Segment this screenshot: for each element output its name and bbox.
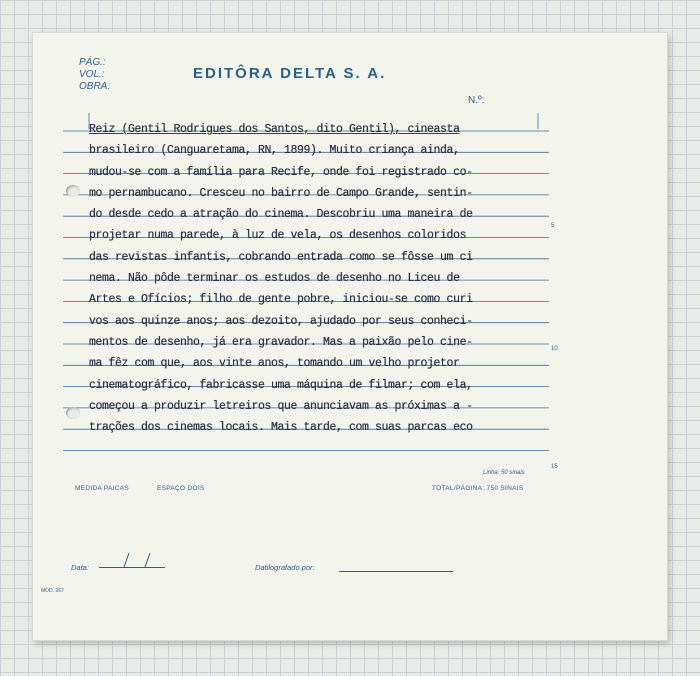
typed-line: ma fêz com que, aos vinte anos, tomando um velho projetor bbox=[89, 357, 460, 371]
work-label: OBRA: bbox=[79, 81, 111, 92]
name-underlined: Reiz (Gentil Rodrigues dos Santos, dito Gentil), cineasta bbox=[89, 123, 460, 136]
number-label: N.º: bbox=[468, 95, 485, 106]
typed-line: das revistas infantis, cobrando entrada como se fôsse um ci bbox=[89, 250, 473, 264]
volume-label: VOL.: bbox=[79, 69, 105, 80]
typed-line: Artes e Ofícios; filho de gente pobre, iniciou-se como curi bbox=[89, 293, 473, 307]
typed-line bbox=[89, 119, 529, 140]
typed-line: brasileiro (Canguaretama, RN, 1899). Muito criança ainda, bbox=[89, 144, 460, 158]
total-per-page-label: TOTAL/PÁGINA: 750 SINAIS bbox=[432, 485, 524, 492]
binder-hole bbox=[66, 407, 80, 419]
spacing-label: ESPAÇO DOIS bbox=[157, 485, 205, 492]
typed-line: do desde cedo a atração do cinema. Descobriu uma maneira de bbox=[89, 208, 473, 222]
typed-line: nema. Não pôde terminar os estudos de desenho no Liceu de bbox=[89, 272, 460, 286]
typed-text bbox=[89, 119, 529, 438]
date-label: Data: bbox=[71, 563, 89, 572]
typed-line: vos aos quinze anos; aos dezoito, ajudado por seus conheci- bbox=[89, 314, 473, 328]
typed-line: projetar numa parede, à luz de vela, os desenhos coloridos bbox=[89, 229, 467, 243]
typist-field bbox=[339, 563, 453, 572]
date-slashes bbox=[99, 553, 165, 567]
line-capacity-note: Linha: 50 sinais bbox=[483, 470, 525, 476]
binder-hole bbox=[66, 185, 80, 197]
line-number-10: 10 bbox=[551, 346, 558, 352]
typed-line: mo pernambucano. Cresceu no bairro de Campo Grande, sentin- bbox=[89, 186, 473, 200]
date-field bbox=[99, 553, 165, 568]
typed-line: começou a produzir letreiros que anunciavam as próximas a - bbox=[89, 399, 473, 413]
line-number-15: 15 bbox=[551, 464, 558, 470]
typed-line: trações dos cinemas locais. Mais tarde, com suas parcas eco bbox=[89, 421, 473, 435]
line-number-5: 5 bbox=[551, 223, 555, 229]
typed-line: cinematográfico, fabricasse uma máquina de filmar; com ela, bbox=[89, 378, 473, 392]
measure-label: MEDIDA PAICAS bbox=[75, 485, 129, 492]
manuscript-sheet bbox=[33, 33, 667, 640]
page-label: PÁG.: bbox=[79, 57, 106, 68]
typed-line: mentos de desenho, já era gravador. Mas a paixão pelo cine- bbox=[89, 335, 473, 349]
company-name: EDITÔRA DELTA S. A. bbox=[193, 65, 387, 82]
typist-label: Datilografado por: bbox=[255, 563, 315, 572]
typed-line: mudou-se com a família para Recife, onde foi registrado co- bbox=[89, 165, 473, 179]
form-code: MOD. 267 bbox=[41, 588, 64, 594]
